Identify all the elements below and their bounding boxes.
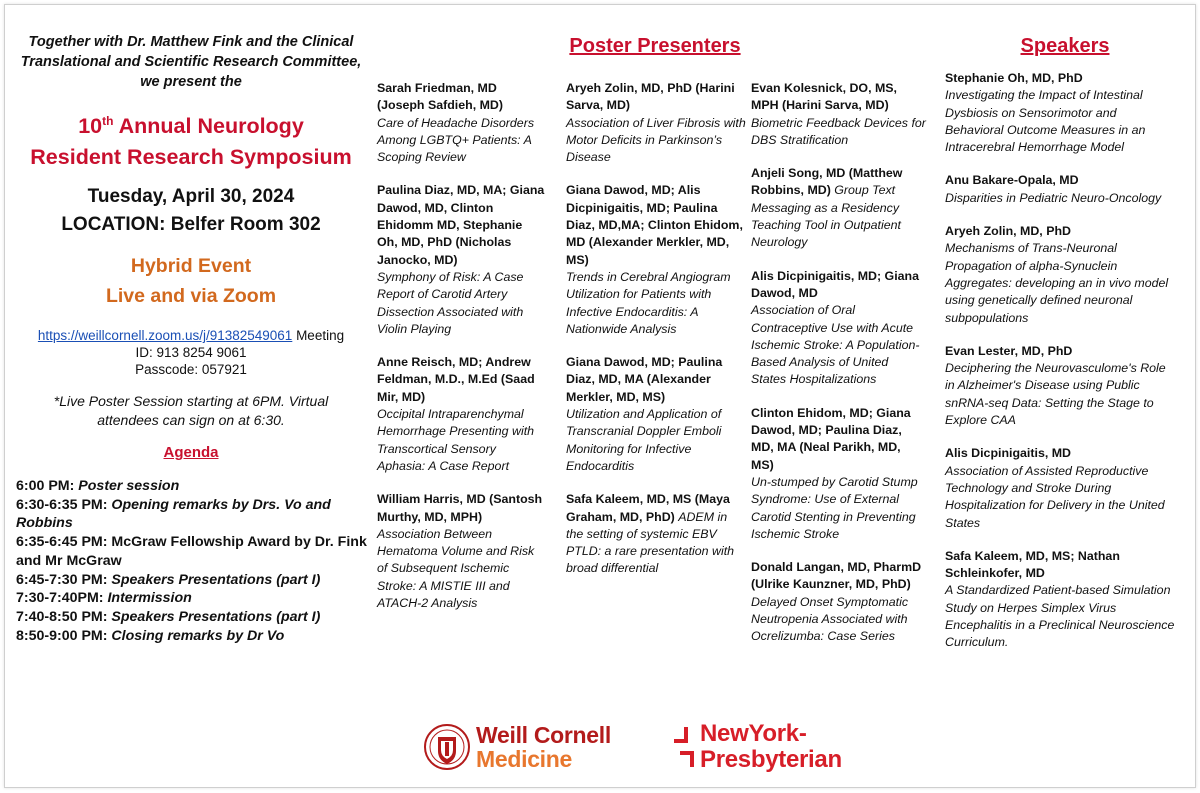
presentation-title: Association of Liver Fibrosis with Motor Deficits in Parkinson’s Disease <box>566 115 746 165</box>
presenter-names: Evan Lester, MD, PhD <box>945 343 1073 358</box>
agenda-time: 6:00 PM: <box>16 478 79 494</box>
poster-column-2 <box>566 80 746 594</box>
title-line2: Resident Research Symposium <box>30 145 352 169</box>
agenda-heading <box>10 444 372 461</box>
agenda-item <box>10 627 372 646</box>
presenter-names: Anne Reisch, MD; Andrew Feldman, M.D., M.Ed (Saad Mir, MD) <box>377 355 535 404</box>
agenda-item <box>10 477 372 496</box>
presenter-entry <box>945 70 1175 156</box>
presenter-entry <box>751 80 926 149</box>
presenter-entry <box>566 182 746 338</box>
presenter-entry <box>751 268 926 389</box>
zoom-passcode: Passcode: 057921 <box>135 362 247 377</box>
presentation-title: Association of Assisted Reproductive Technology and Stroke During Hospitalization for Delivery in the United States <box>945 463 1165 530</box>
speakers-column <box>945 70 1175 668</box>
presenter-names: Safa Kaleem, MD, MS; Nathan Schleinkofer, MD <box>945 548 1120 581</box>
presentation-title: ADEM in the setting of systemic EBV PTLD: a rare presentation with broad differential <box>566 509 735 576</box>
presenter-names: Donald Langan, MD, PharmD (Ulrike Kaunzner, MD, PhD) <box>751 560 922 592</box>
agenda-description: Intermission <box>107 590 192 607</box>
intro-line: Together with Dr. Matthew Fink and the Clinical <box>28 34 354 50</box>
presenter-entry <box>751 165 926 251</box>
presenter-entry <box>751 559 926 645</box>
agenda-time: 6:35-6:45 PM: McGraw Fellowship Award by Dr. Fink and Mr McGraw <box>16 534 367 569</box>
agenda-item <box>10 571 372 590</box>
presenter-names: Giana Dawod, MD; Alis Dicpinigaitis, MD; Paulina Diaz, MD,MA; Clinton Ehidom, MD (Alexander Merkler, MD, MS) <box>566 183 743 267</box>
intro-text <box>10 32 372 92</box>
nyp-line2: Presbyterian <box>700 746 842 773</box>
agenda-description: Speakers Presentations (part I) <box>111 608 321 625</box>
presenter-entry <box>945 223 1175 327</box>
agenda-description: Poster session <box>78 478 180 494</box>
agenda-time: 7:30-7:40PM: <box>16 590 108 607</box>
agenda-item <box>10 608 372 627</box>
presenter-entry <box>377 182 545 338</box>
poster-column-1 <box>377 80 545 628</box>
presentation-title: Investigating the Impact of Intestinal Dysbiosis on Sensorimotor and Behavioral Outcome Measures in an Intracerebral Hemorrhage Model <box>945 88 1146 155</box>
presenter-entry <box>751 405 926 543</box>
newyork-presbyterian-wordmark <box>700 721 842 773</box>
speakers-heading: Speakers <box>1020 35 1110 57</box>
ordinal-number: 10 <box>78 114 103 138</box>
agenda-list <box>10 477 372 645</box>
presenter-entry <box>945 343 1175 429</box>
presentation-title: Utilization and Application of Transcranial Doppler Emboli Monitoring for Infective Endocarditis <box>566 407 722 473</box>
agenda-heading-text: Agenda <box>163 444 219 461</box>
presenter-names: Clinton Ehidom, MD; Giana Dawod, MD; Paulina Diaz, MD, MA (Neal Parikh, MD, MS) <box>751 405 911 472</box>
hybrid-line1: Hybrid Event <box>130 255 252 277</box>
zoom-meeting-id: ID: 913 8254 9061 <box>135 345 247 360</box>
hybrid-line2: Live and via Zoom <box>105 285 277 307</box>
agenda-item <box>10 533 372 570</box>
presentation-title: Association of Oral Contraceptive Use with Acute Ischemic Stroke: A Population-Based Analysis of United States Hospitalizations <box>751 303 920 387</box>
presenter-entry <box>377 80 545 166</box>
presenter-names: William Harris, MD (Santosh Murthy, MD, MPH) <box>377 492 543 524</box>
presentation-title: Care of Headache Disorders Among LGBTQ+ Patients: A Scoping Review <box>377 115 535 165</box>
presenter-names: Alis Dicpinigaitis, MD <box>945 446 1071 461</box>
wcm-line2: Medicine <box>476 746 573 772</box>
agenda-time: 6:45-7:30 PM: <box>16 571 112 588</box>
presentation-title: Deciphering the Neurovasculome's Role in Alzheimer's Disease using Public snRNA-seq Data: Setting the Stage to Explore CAA <box>945 361 1166 428</box>
presenter-names: Stephanie Oh, MD, PhD <box>945 71 1083 85</box>
presenter-names: Evan Kolesnick, DO, MS, MPH (Harini Sarva, MD) <box>751 81 897 113</box>
presentation-title: Biometric Feedback Devices for DBS Stratification <box>751 115 926 147</box>
presenter-entry <box>566 491 746 577</box>
presenter-names: Safa Kaleem, MD, MS (Maya Graham, MD, PhD) <box>566 492 730 524</box>
presenter-names: Paulina Diaz, MD, MA; Giana Dawod, MD, Clinton Ehidomm MD, Stephanie Oh, MD, PhD (Nicholas Janocko, MD) <box>377 183 545 267</box>
presentation-title: Occipital Intraparenchymal Hemorrhage Presenting with Transcortical Sensory Aphasia: A Case Report <box>377 407 535 473</box>
live-note-line: attendees can sign on at 6:30. <box>97 412 285 428</box>
poster-presenters-heading: Poster Presenters <box>569 35 741 57</box>
nyp-bracket-icon <box>672 725 694 769</box>
event-date-location <box>10 183 372 239</box>
agenda-description: Opening remarks by Drs. Vo and Robbins <box>16 496 331 532</box>
presenter-entry <box>377 354 545 475</box>
presentation-title: Trends in Cerebral Angiogram Utilization for Patients with Infective Endocarditis: A Nationwide Analysis <box>566 269 731 336</box>
event-location: LOCATION: Belfer Room 302 <box>61 214 321 235</box>
title-line1: Annual Neurology <box>113 114 304 138</box>
presentation-title: Symphony of Risk: A Case Report of Carotid Artery Dissection Associated with Violin Playing <box>377 269 524 336</box>
agenda-item <box>10 589 372 608</box>
agenda-item <box>10 496 372 533</box>
presenter-names: Sarah Friedman, MD (Joseph Safdieh, MD) <box>377 81 503 113</box>
presenter-names: Aryeh Zolin, MD, PhD <box>945 224 1071 239</box>
hybrid-notice <box>10 251 372 311</box>
nyp-line1: NewYork- <box>700 720 807 747</box>
intro-line: Translational and Scientific Research Committee, <box>20 54 362 70</box>
presenter-names: Aryeh Zolin, MD, PhD (Harini Sarva, MD) <box>566 81 735 113</box>
presentation-title: Mechanisms of Trans-Neuronal Propagation of alpha-Synuclein Aggregates: developing an in vivo model using genetically defined neuronal subpopulations <box>945 241 1169 325</box>
presenter-entry <box>945 172 1175 207</box>
symposium-title <box>10 106 372 173</box>
presentation-title: Group Text Messaging as a Residency Teaching Tool in Outpatient Neurology <box>751 183 901 250</box>
presenter-entry <box>566 354 746 475</box>
presenter-names: Anjeli Song, MD (Matthew Robbins, MD) <box>751 166 903 198</box>
weill-cornell-wordmark <box>476 723 611 771</box>
left-column <box>10 32 372 645</box>
agenda-time: 6:30-6:35 PM: <box>16 496 112 513</box>
zoom-link[interactable]: https://weillcornell.zoom.us/j/91382549061 <box>37 328 293 343</box>
wcm-line1: Weill Cornell <box>476 722 611 748</box>
presentation-title: Disparities in Pediatric Neuro-Oncology <box>945 190 1162 205</box>
presenter-names: Alis Dicpinigaitis, MD; Giana Dawod, MD <box>751 268 919 300</box>
presenter-names: Anu Bakare-Opala, MD <box>945 173 1079 188</box>
presentation-title: A Standardized Patient-based Simulation Study on Herpes Simplex Virus Encephalitis in a Preclinical Neuroscience Curriculum. <box>945 583 1175 650</box>
zoom-info <box>10 327 372 378</box>
weill-cornell-seal-icon <box>424 723 470 771</box>
zoom-meeting-label: Meeting <box>292 328 345 343</box>
presentation-title: Association Between Hematoma Volume and Risk of Subsequent Ischemic Stroke: A MISTIE III and ATACH-2 Analysis <box>377 526 535 611</box>
presenter-entry <box>945 445 1175 531</box>
presentation-title: Un-stumped by Carotid Stump Syndrome: Use of External Carotid Stenting in Preventing Ischemic Stroke <box>751 474 918 541</box>
agenda-description: Speakers Presentations (part I) <box>111 571 321 588</box>
agenda-time: 7:40-8:50 PM: <box>16 608 112 625</box>
agenda-time: 8:50-9:00 PM: <box>16 627 112 644</box>
intro-line: we present the <box>140 74 242 90</box>
poster-column-3 <box>751 80 926 662</box>
live-session-note <box>10 392 372 430</box>
agenda-description: Closing remarks by Dr Vo <box>111 627 285 644</box>
presenter-entry <box>566 80 746 166</box>
presenter-entry <box>945 548 1175 652</box>
presentation-title: Delayed Onset Symptomatic Neutropenia Associated with Ocrelizumba: Case Series <box>751 594 909 644</box>
logo-bar <box>0 717 1200 777</box>
live-note-line: *Live Poster Session starting at 6PM. Virtual <box>53 393 329 409</box>
ordinal-suffix: th <box>102 114 114 128</box>
presenter-entry <box>377 491 545 612</box>
presenter-names: Giana Dawod, MD; Paulina Diaz, MD, MA (Alexander Merkler, MD, MS) <box>566 355 723 404</box>
event-date: Tuesday, April 30, 2024 <box>87 186 295 207</box>
